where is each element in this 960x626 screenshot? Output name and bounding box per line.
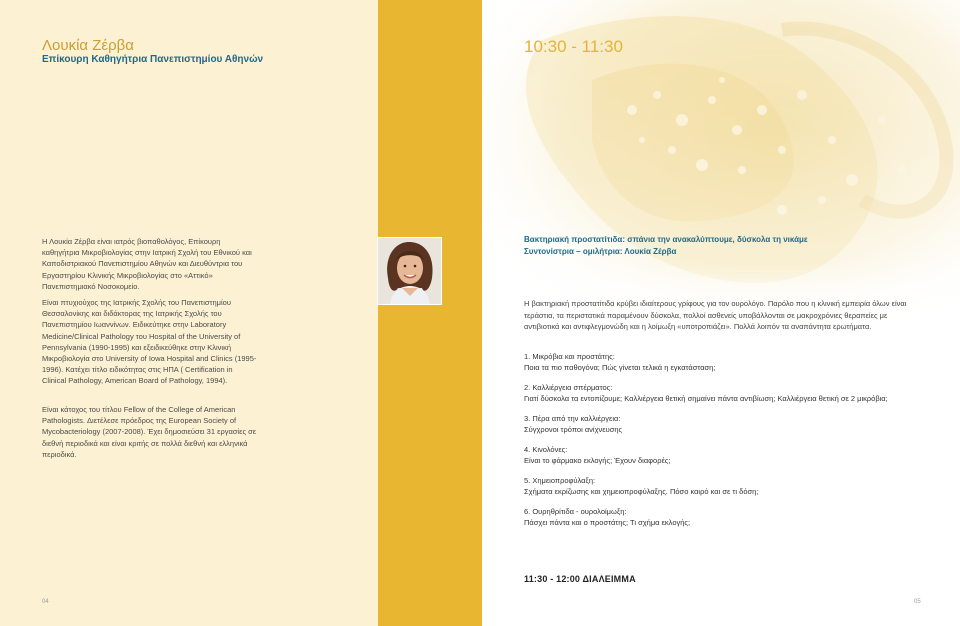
question-text: Γιατί δύσκολα τα εντοπίζουμε; Καλλιέργεια θετική σημαίνει πάντα αντιβίωση; Καλλιέργεια θετική σε 2 μικρόβια; xyxy=(524,393,888,403)
question-heading: 1. Μικρόβια και προστάτης: xyxy=(524,352,615,361)
question-text: Είναι το φάρμακο εκλογής; Έχουν διαφορές; xyxy=(524,455,671,465)
speaker-photo xyxy=(377,237,442,305)
portrait-image xyxy=(378,238,441,304)
question-heading: 3. Πέρα από την καλλιέργεια: xyxy=(524,414,621,423)
question-text: Σύγχρονοι τρόποι ανίχνευσης xyxy=(524,424,623,434)
bio-text-3: Είναι κάτοχος του τίτλου Fellow of the College of American Pathologists. Διετέλεσε πρόεδρος της European Society of Mycobacteriology (2007-2008). Έχει δημοσιεύσει 31 εργασίες σε διεθνή περιοδικά και είναι κριτής σε πολλά διεθνή και ελληνικά περιοδικά. xyxy=(42,405,257,459)
question-list xyxy=(524,352,919,538)
question-item xyxy=(524,476,919,497)
bio-text-1: Η Λουκία Ζέρβα είναι ιατρός βιοπαθολόγος, Επίκουρη καθηγήτρια Μικροβιολογίας στην Ιατρική Σχολή του Εθνικού και Καποδιστριακού Πανεπιστημίου Αθηνών και Διευθύντρια του Εργαστηρίου Κλινικής Μικροβιολογίας στο «Αττικό» Πανεπιστημιακό Νοσοκομείο. xyxy=(42,237,252,291)
question-item xyxy=(524,352,919,373)
coordinator: Συντονίστρια – ομιλήτρια: Λουκία Ζέρβα xyxy=(524,247,677,256)
break-label: 11:30 - 12:00 ΔΙΑΛΕΙΜΜΑ xyxy=(524,574,636,584)
talk-title: Βακτηριακή προστατίτιδα: σπάνια την ανακαλύπτουμε, δύσκολα τη νικάμε xyxy=(524,235,808,244)
question-item xyxy=(524,445,919,466)
question-heading: 4. Κινολόνες: xyxy=(524,445,568,454)
question-text: Σχήματα εκρίζωσης και χημειοπροφύλαξης. Πόσο καιρό και σε τι δόση; xyxy=(524,486,759,496)
question-item xyxy=(524,507,919,528)
bio-text-2: Είναι πτυχιούχος της Ιατρικής Σχολής του Πανεπιστημίου Θεσσαλονίκης και διδάκτορας της Ιατρικής Σχολής του Πανεπιστημίου Ιωαννίνων. Ειδικεύτηκε στην Laboratory Medicine/Clinical Pathology του Hospital of the University of Pennsylvania (1990-1995) και εξειδικεύθηκε στην Κλινική Μικροβιολογία στο University of Iowa Hospital and Clinics (1995-1996). Κατέχει τίτλο ειδικότητας στις ΗΠΑ ( Certification in Clinical Pathology, American Board of Pathology, 1994). xyxy=(42,298,257,386)
page-number-right: 05 xyxy=(914,599,921,605)
talk-title-block xyxy=(524,234,924,258)
question-item xyxy=(524,414,919,435)
bio-paragraph-3 xyxy=(42,404,257,468)
speaker-title: Επίκουρη Καθηγήτρια Πανεπιστημίου Αθηνών xyxy=(42,54,264,65)
question-text: Πάσχει πάντα και ο προστάτης; Τι σχήμα εκλογής; xyxy=(524,517,691,527)
question-heading: 6. Ουρηθρίτιδα - ουρολοίμωξη: xyxy=(524,507,627,516)
question-text: Ποια τα πιο παθογόνα; Πώς γίνεται τελικά η εγκατάσταση; xyxy=(524,362,716,372)
gold-strip xyxy=(378,0,482,626)
speaker-name: Λουκία Ζέρβα xyxy=(42,37,134,54)
question-heading: 2. Καλλιέργεια σπέρματος: xyxy=(524,383,613,392)
bio-paragraph-1 xyxy=(42,236,257,300)
question-heading: 5. Χημειοπροφύλαξη: xyxy=(524,476,596,485)
intro-paragraph: Η βακτηριακή προστατίτιδα κρύβει ιδιαίτερους γρίφους για τον ουρολόγο. Παρόλο που η κλινική εμπειρία όλων είναι τεράστια, τα περιστατικά παραμένουν δύσκολα, πολλοί ασθενείς υποβάλλονται σε μακροχρόνιες θεραπείες με αντιβιοτικά και αντιφλεγμονώδη και η λοίμωξη «υποτροπιάζει». Πολλά λοιπόν τα αναπάντητα ερωτήματα. xyxy=(524,299,907,331)
time-label: 10:30 - 11:30 xyxy=(524,37,623,56)
page-number-left: 04 xyxy=(42,599,49,605)
question-item xyxy=(524,383,919,404)
bio-paragraph-2 xyxy=(42,297,257,395)
